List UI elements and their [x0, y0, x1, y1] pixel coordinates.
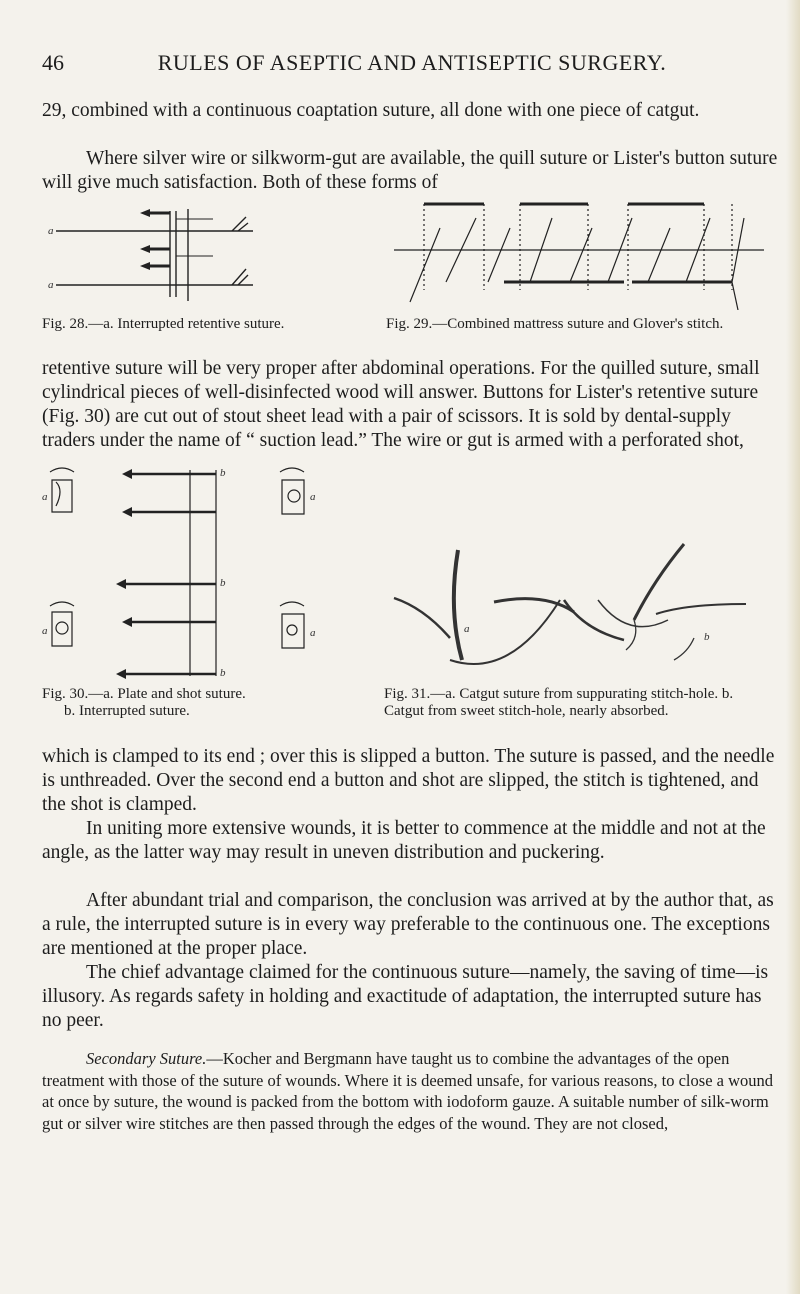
paragraph-chief-advantage: The chief advantage claimed for the continuous suture—namely, the saving of time—is illusory. As regards safety in holding and exactitude of adaptation, the interrupted suture has no peer.: [42, 962, 769, 1031]
paragraph-continuation: 29, combined with a continuous coaptation suture, all done with one piece of catgut.: [42, 100, 700, 121]
secondary-suture-text: —Kocher and Bergmann have taught us to combine the advantages of the open treatment with those of the suture of wounds. Where it is deemed unsafe, for various reasons, to close a wound at once by suture, the wound is packed from the bottom with iodoform gauze. A suitable number of silk-worm gut or silver wire stitches are then passed through the edges of the wound. They are not closed,: [42, 1049, 774, 1133]
fig30-label-b-3: b: [220, 667, 226, 679]
paragraph-abundant-trial: After abundant trial and comparison, the conclusion was arrived at by the author that, as a rule, the interrupted suture is in every way preferable to the continuous one. The exceptions are mentioned at the proper place.: [42, 890, 774, 959]
fig28-label-a-bottom: a: [48, 279, 54, 291]
fig30-label-b-1: b: [220, 467, 226, 479]
page-edge-shadow: [786, 0, 800, 1294]
figure-28-caption: Fig. 28.—a. Interrupted retentive suture.: [42, 316, 285, 332]
running-title: RULES OF ASEPTIC AND ANTISEPTIC SURGERY.: [157, 50, 667, 75]
figure-28-illustration: [48, 205, 328, 317]
figure-29-caption: Fig. 29.—Combined mattress suture and Glover's stitch.: [386, 316, 724, 332]
fig31-label-a: a: [464, 623, 470, 635]
fig30-label-a-left-top: a: [42, 491, 48, 503]
running-header: [42, 50, 782, 80]
paragraph-secondary-suture: [42, 1048, 782, 1134]
paragraph-silver-wire: Where silver wire or silkworm-gut are available, the quill suture or Lister's button suture will give much satisfaction. Both of these forms of: [42, 148, 778, 193]
fig30-label-a-right-bottom: a: [310, 627, 316, 639]
fig30-label-a-left-bottom: a: [42, 625, 48, 637]
secondary-suture-heading: Secondary Suture.: [86, 1049, 207, 1068]
fig30-label-a-right-top: a: [310, 491, 316, 503]
paragraph-retentive-suture: retentive suture will be very proper after abdominal operations. For the quilled suture, small cylindrical pieces of well-disinfected wood will answer. Buttons for Lister's retentive suture (Fig. 30) are cut out of stout sheet lead with a pair of scissors. It is sold by dental-supply traders under the name of “ suction lead.” The wire or gut is armed with a perforated shot,: [42, 358, 760, 451]
figure-31-caption: Fig. 31.—a. Catgut suture from suppurating stitch-hole. b. Catgut from sweet stitch-hole, nearly absorbed.: [384, 686, 734, 719]
paragraph-clamped: which is clamped to its end ; over this is slipped a button. The suture is passed, and the needle is unthreaded. Over the second end a button and shot are slipped, the stitch is tightened, and the shot is clamped.: [42, 746, 775, 815]
figure-29-illustration: [392, 198, 772, 310]
figure-30-illustration: [42, 462, 342, 680]
page-number: 46: [42, 50, 64, 75]
fig30-label-b-2: b: [220, 577, 226, 589]
fig28-label-a-top: a: [48, 225, 54, 237]
fig31-label-b: b: [704, 631, 710, 643]
figure-31-illustration: [384, 540, 776, 672]
figure-30-caption-b: b. Interrupted suture.: [64, 703, 190, 719]
figure-30-caption-a: Fig. 30.—a. Plate and shot suture.: [42, 686, 246, 702]
paragraph-uniting-wounds: In uniting more extensive wounds, it is better to commence at the middle and not at the angle, as the latter way may result in uneven distribution and puckering.: [42, 818, 766, 863]
